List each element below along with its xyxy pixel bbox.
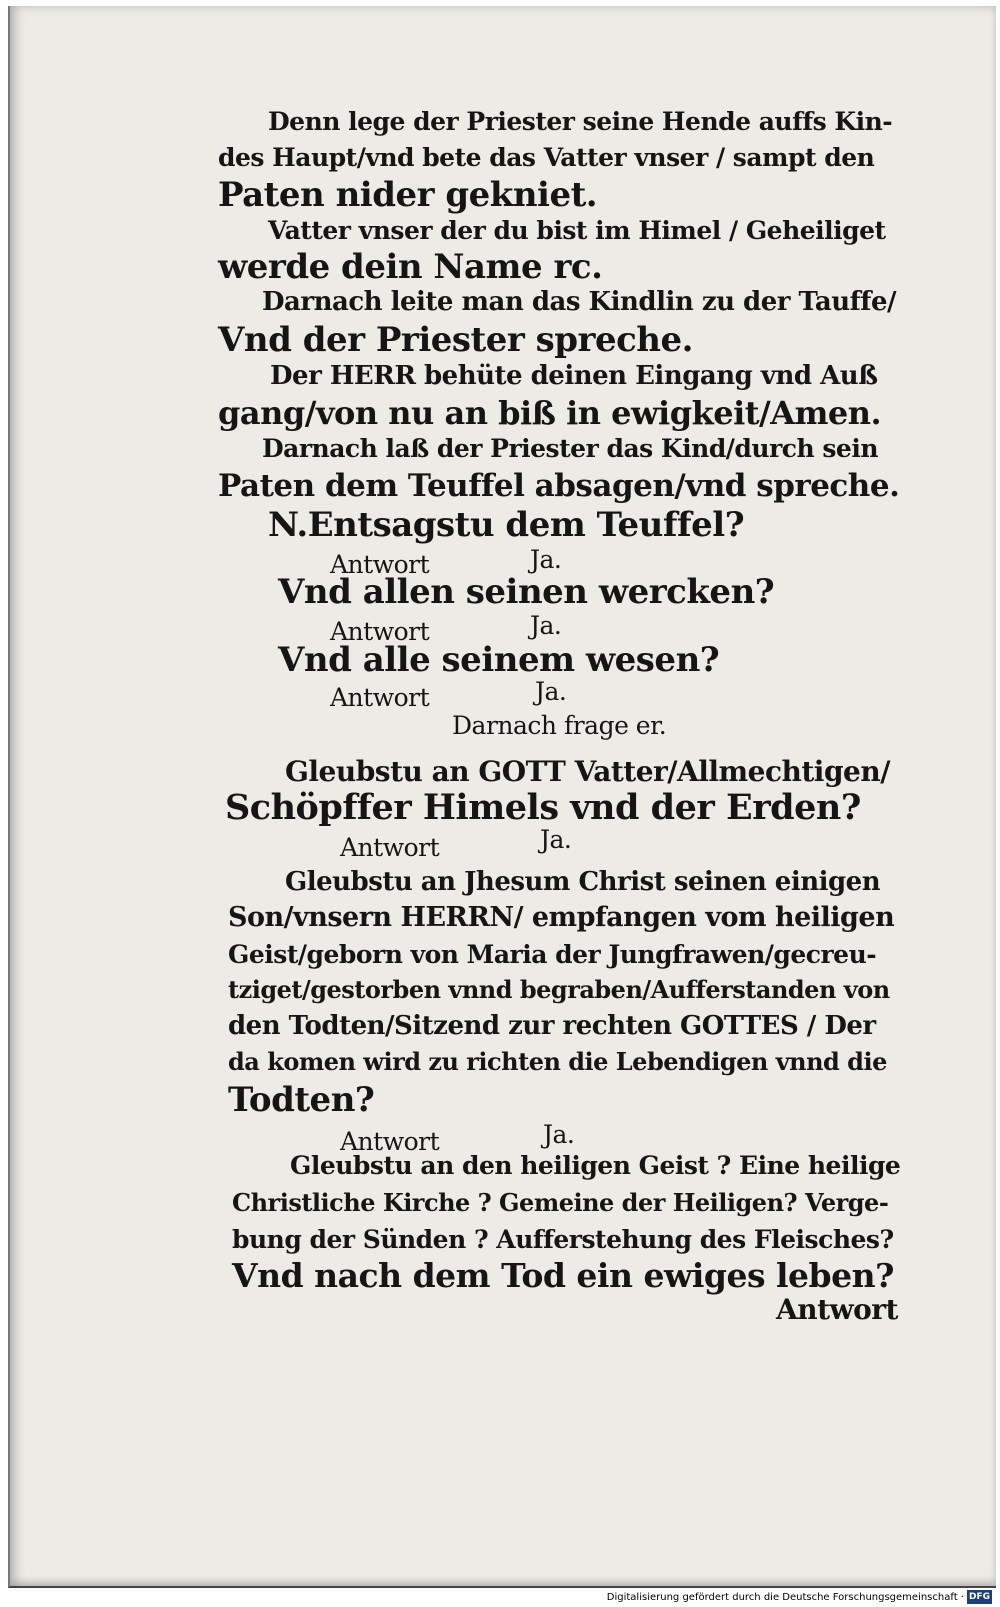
text-line-20: Geist/geborn von Maria der Jungfrawen/gecreu- — [228, 940, 877, 969]
answer-yes-5: Ja. — [543, 1120, 575, 1149]
answer-label-2: Antwort — [330, 617, 430, 646]
text-line-2: des Haupt/vnd bete das Vatter vnser / sampt den — [218, 143, 875, 172]
dfg-logo: DFG — [968, 1592, 990, 1602]
text-line-1: Denn lege der Priester seine Hende auffs Kin- — [268, 107, 893, 136]
text-line-25: Gleubstu an den heiligen Geist ? Eine heilige — [290, 1151, 901, 1180]
text-line-12: N.Entsagstu dem Teuffel? — [268, 505, 745, 545]
text-line-27: bung der Sünden ? Aufferstehung des Fleisches? — [232, 1225, 894, 1254]
text-line-4: Vatter vnser der du bist im Himel / Geheiliget — [268, 216, 886, 245]
text-line-16: Gleubstu an GOTT Vatter/Allmechtigen/ — [285, 755, 890, 788]
text-line-24: Todten? — [228, 1080, 375, 1120]
text-line-15: Darnach frage er. — [452, 711, 667, 740]
text-line-13: Vnd allen seinen wercken? — [278, 572, 775, 612]
text-line-14: Vnd alle seinem wesen? — [278, 640, 720, 680]
answer-label-5: Antwort — [340, 1127, 440, 1156]
catchword: Antwort — [776, 1293, 898, 1326]
text-line-23: da komen wird zu richten die Lebendigen vnnd die — [228, 1047, 887, 1076]
text-line-18: Gleubstu an Jhesum Christ seinen einigen — [285, 867, 881, 897]
text-line-9: gang/von nu an biß in ewigkeit/Amen. — [218, 394, 882, 432]
answer-yes-3: Ja. — [535, 677, 567, 706]
text-line-6: Darnach leite man das Kindlin zu der Tauffe/ — [262, 287, 897, 317]
text-line-28: Vnd nach dem Tod ein ewiges leben? — [232, 1256, 894, 1295]
text-line-19: Son/vnsern HERRN/ empfangen vom heiligen — [228, 902, 895, 933]
text-line-17: Schöpffer Himels vnd der Erden? — [225, 787, 861, 828]
text-line-10: Darnach laß der Priester das Kind/durch sein — [262, 434, 879, 463]
text-line-5: werde dein Name rc. — [218, 247, 603, 287]
text-line-8: Der HERR behüte deinen Eingang vnd Auß — [270, 361, 878, 391]
text-line-21: tziget/gestorben vnnd begraben/Aufferstanden von — [228, 975, 890, 1004]
text-line-11: Paten dem Teuffel absagen/vnd spreche. — [218, 468, 900, 504]
text-line-3: Paten nider gekniet. — [218, 175, 598, 215]
answer-yes-4: Ja. — [540, 825, 572, 854]
text-line-22: den Todten/Sitzend zur rechten GOTTES / Der — [228, 1011, 876, 1041]
answer-label-4: Antwort — [340, 833, 440, 862]
text-line-26: Christliche Kirche ? Gemeine der Heiligen? Verge- — [232, 1188, 889, 1217]
credit-text: Digitalisierung gefördert durch die Deutsche Forschungsgemeinschaft · — [606, 1592, 964, 1603]
answer-label-1: Antwort — [330, 550, 430, 579]
answer-yes-1: Ja. — [530, 545, 562, 574]
text-line-7: Vnd der Priester spreche. — [218, 320, 693, 360]
digitization-credit — [607, 1590, 992, 1605]
answer-yes-2: Ja. — [530, 611, 562, 640]
answer-label-3: Antwort — [330, 683, 430, 712]
